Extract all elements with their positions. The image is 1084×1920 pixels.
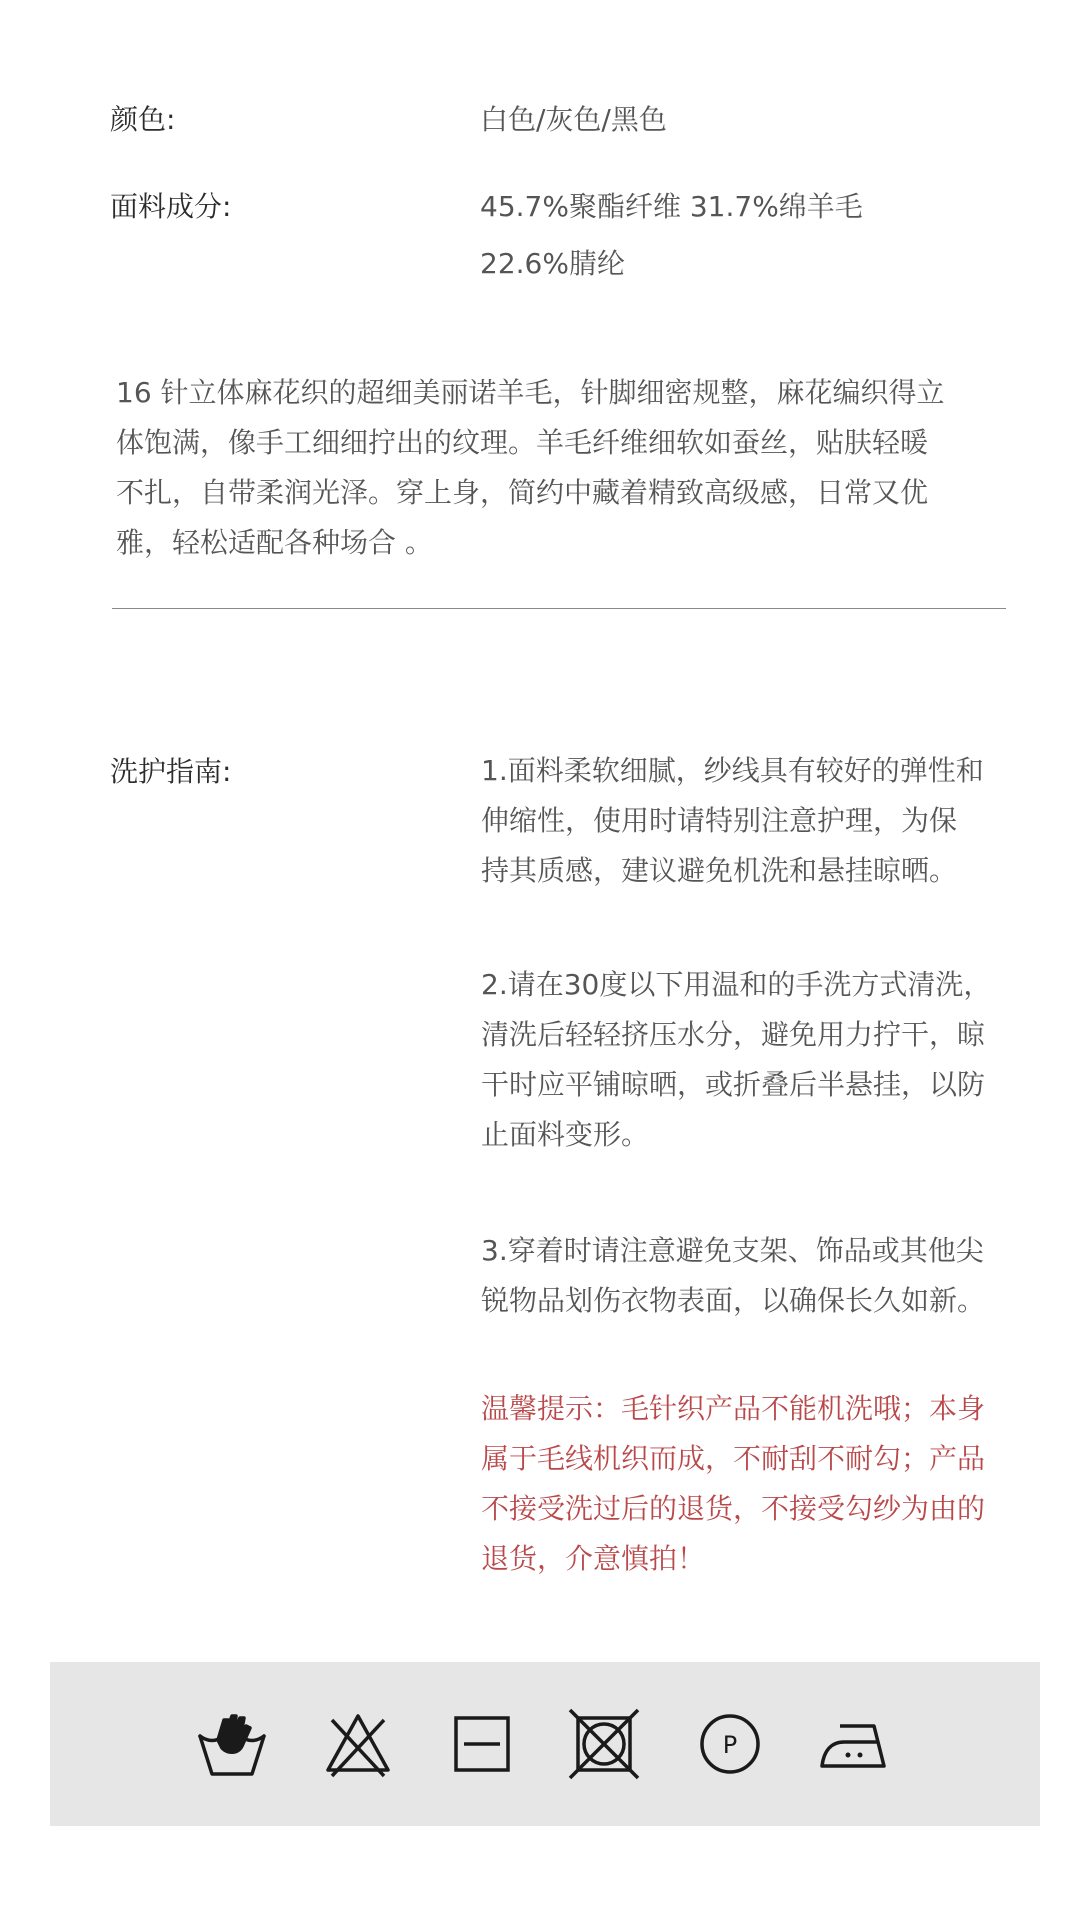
fabric-value-line-1: 45.7%聚酯纤维 31.7%绵羊毛 xyxy=(480,190,863,223)
description-line: 雅，轻松适配各种场合 。 xyxy=(116,526,433,559)
care-line: 止面料变形。 xyxy=(481,1118,650,1151)
care-line: 伸缩性，使用时请特别注意护理，为保 xyxy=(481,804,958,837)
product-description xyxy=(116,368,945,568)
care-line: 清洗后轻轻挤压水分，避免用力拧干，晾 xyxy=(481,1018,986,1051)
care-line: 1.面料柔软细腻，纱线具有较好的弹性和 xyxy=(481,754,984,787)
warning-line: 退货，介意慎拍！ xyxy=(481,1542,706,1575)
warning-note xyxy=(481,1384,985,1584)
iron-medium-icon xyxy=(818,1706,894,1782)
warning-line: 温馨提示：毛针织产品不能机洗哦；本身 xyxy=(481,1392,986,1425)
care-guide-label: 洗护指南: xyxy=(110,755,232,788)
dry-clean-letter: P xyxy=(722,1731,738,1759)
section-divider xyxy=(112,608,1006,609)
warning-line: 不接受洗过后的退货，不接受勾纱为由的 xyxy=(481,1492,986,1525)
hand-wash-icon xyxy=(194,1706,270,1782)
care-line: 3.穿着时请注意避免支架、饰品或其他尖 xyxy=(481,1234,984,1267)
care-item-1 xyxy=(481,746,984,896)
warning-line: 属于毛线机织而成，不耐刮不耐勾；产品 xyxy=(481,1442,986,1475)
care-item-2 xyxy=(481,960,991,1160)
fabric-label: 面料成分: xyxy=(110,190,232,223)
dry-flat-icon xyxy=(444,1706,520,1782)
color-value: 白色/灰色/黑色 xyxy=(480,103,667,136)
care-line: 干时应平铺晾晒，或折叠后半悬挂，以防 xyxy=(481,1068,986,1101)
care-line: 锐物品划伤衣物表面，以确保长久如新。 xyxy=(481,1284,986,1317)
fabric-value-line-2: 22.6%腈纶 xyxy=(480,247,625,280)
no-bleach-icon xyxy=(320,1706,396,1782)
care-line: 持其质感，建议避免机洗和悬挂晾晒。 xyxy=(481,854,958,887)
description-line: 不扎，自带柔润光泽。穿上身，简约中藏着精致高级感，日常又优 xyxy=(116,476,929,509)
color-label: 颜色: xyxy=(110,103,176,136)
dry-clean-p-icon xyxy=(692,1706,768,1782)
description-line: 体饱满，像手工细细拧出的纹理。羊毛纤维细软如蚕丝，贴肤轻暖 xyxy=(116,426,929,459)
description-line: 16 针立体麻花织的超细美丽诺羊毛，针脚细密规整，麻花编织得立 xyxy=(116,376,945,409)
care-item-3 xyxy=(481,1226,985,1326)
care-line: 2.请在30度以下用温和的手洗方式清洗， xyxy=(481,968,992,1001)
no-tumble-dry-icon xyxy=(566,1706,642,1782)
